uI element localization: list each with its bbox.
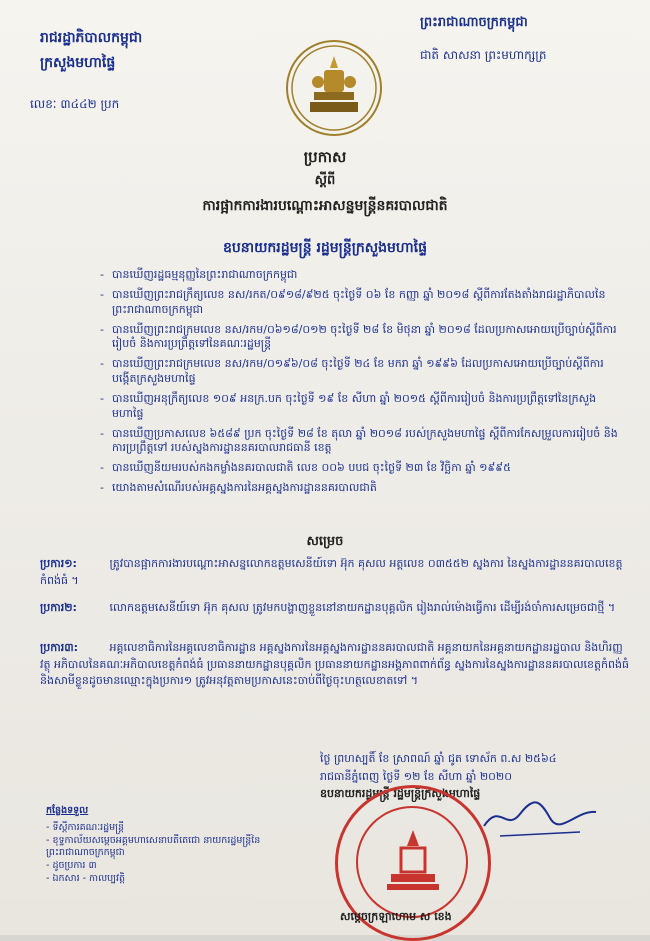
article-text: អគ្គលេខាធិការនៃអគ្គលេខាធិការដ្ឋាន អគ្គស្នងការនៃអគ្គស្នងការដ្ឋាននគរបាលជាតិ អគ្គនាយកនៃអគ្គនាយកដ្ឋានរដ្ឋបាល និងហិរញ្ញវត្ថុ អភិបាលនៃគណៈអភិបាលខេត្តកំពង់ធំ ប្រធាននាយកដ្ឋានបុគ្គលិក ប្រធាននាយកដ្ឋានអង្គភាពពាក់ព័ន្ធ ស្នងការនៃស្នងការដ្ឋាននគរបាលខេត្តកំពង់ធំ និងសាមីខ្លួនដូចមានឈ្មោះក្នុងប្រការ១ ត្រូវអនុវត្តតាមប្រកាសនេះចាប់ពីថ្ងៃចុះហត្ថលេខាតទៅ ។ [40,641,629,687]
reference-item: - បានឃើញអនុក្រឹត្យលេខ ១០៩ អនក្រ.បក ចុះថ្ងៃទី ១៩ ខែ សីហា ឆ្នាំ ២០១៥ ស្ដីពីការរៀបចំ និងការប្រព្រឹត្តទៅនៃក្រសួងមហាផ្ទៃ [100,392,620,422]
signatory-name: សម្ដេចក្រឡាហោម ស ខេង [340,910,452,923]
reference-item: - បានឃើញនីយមរបស់កងកម្លាំងនគរបាលជាតិ លេខ ០០៦ បបជ ចុះថ្ងៃទី ២៣ ខែ វិច្ឆិកា ឆ្នាំ ១៩៩៥ [100,461,620,476]
signatory-title: ឧបនាយករដ្ឋមន្ត្រី រដ្ឋមន្ត្រីក្រសួងមហាផ្ទៃ [320,787,481,801]
reference-item: - បានឃើញព្រះរាជក្រមលេខ នស/រកម/០៦១៨/០១២ ចុះថ្ងៃទី ២៨ ខែ មិថុនា ឆ្នាំ ២០១៨ ដែលប្រកាសអោយប្រើច្បាប់ស្ដីពីការរៀបចំ និងការប្រព្រឹត្តទៅនៃគណៈរដ្ឋមន្ត្រី [100,323,620,353]
issuing-authority: ឧបនាយករដ្ឋមន្ត្រី រដ្ឋមន្ត្រីក្រសួងមហាផ្ទៃ [222,240,427,256]
reference-item: - បានឃើញប្រកាសលេខ ៦៥៨៩ ប្រក ចុះថ្ងៃទី ២៨ ខែ តុលា ឆ្នាំ ២០១៨ របស់ក្រសួងមហាផ្ទៃ ស្ដីពីការកែសម្រួលការរៀបចំ និងការប្រព្រឹត្តទៅ របស់ស្នងការដ្ឋាននគរបាលរាជធានី ខេត្ត [100,427,620,457]
kingdom-motto: ជាតិ សាសនា ព្រះមហាក្សត្រ [420,48,547,62]
reference-item: - បានឃើញព្រះរាជក្រមលេខ នស/រកម/០១៩៦/០៨ ចុះថ្ងៃទី ២៤ ខែ មករា ឆ្នាំ ១៩៩៦ ដែលប្រកាសអោយប្រើច្បាប់ស្ដីពីការបង្កើតក្រសួងមហាផ្ទៃ [100,357,620,387]
kingdom-header [420,14,620,65]
kingdom-name: ព្រះរាជាណាចក្រកម្ពុជា [420,15,528,30]
signature-icon [480,792,600,846]
cc-item: - ខុទ្ទកាល័យសម្ដេចអគ្គមហាសេនាបតីតេជោ នាយករដ្ឋមន្ត្រីនៃព្រះរាជាណាចក្រកម្ពុជា [46,834,261,859]
article-1 [40,556,630,589]
about-label: ស្ដីពី [314,173,336,188]
lunar-date: ថ្ងៃ ព្រហស្បតិ៍ ខែ ស្រាពណ៍ ឆ្នាំ ជូត ទោស័ក ព.ស ២៥៦៤ [320,752,557,765]
article-2 [40,600,630,617]
cc-heading: កន្លែងទទួល [46,805,89,816]
solar-date: រាជធានីភ្នំពេញ ថ្ងៃទី ១២ ខែ សីហា ឆ្នាំ ២០២០ [320,769,513,783]
article-label: ប្រការ២: [40,601,77,614]
cc-item: - ឯកសារ - កាលប្បវត្តិ [46,873,126,885]
ministry-header [40,28,210,78]
ministry-name: ក្រសួងមហាផ្ទៃ [40,55,116,71]
article-label: ប្រការ១: [40,557,77,570]
article-label: ប្រការ៣: [40,641,79,654]
cc-item: - ទីស្ដីការគណៈរដ្ឋមន្ត្រី [46,821,125,833]
document-number: លេខៈ ៣៤៤២ ប្រក [30,97,120,111]
royal-seal-icon [286,40,382,136]
article-text: ត្រូវបានផ្អាកការងារបណ្ដោះអាសន្នលោកឧត្ដមសេនីយ៍ទោ អ៊ុក គុសល អត្តលេខ ០៣៥៥២ ស្នងការ នៃស្នងការដ្ឋាននគរបាលខេត្តកំពង់ធំ ។ [40,557,623,587]
cc-item: - ដូចប្រការ ៣ [46,860,97,872]
document-type: ប្រកាស [303,148,347,166]
document-subject: ការផ្អាកការងារបណ្ដោះអាសន្នមន្ត្រីនគរបាលជាតិ [202,198,448,214]
cc-block [46,805,266,886]
reference-item: - បានឃើញរដ្ឋធម្មនុញ្ញនៃព្រះរាជាណាចក្រកម្ពុជា [100,268,620,283]
reference-item: - បានឃើញព្រះរាជក្រឹត្យលេខ នស/រកត/០៩១៨/៩២៥ ចុះថ្ងៃទី ០៦ ខែ កញ្ញា ឆ្នាំ ២០១៨ ស្ដីពីការតែងតាំងរាជរដ្ឋាភិបាលនៃព្រះរាជាណាចក្រកម្ពុជា [100,288,620,318]
government-name: រាជរដ្ឋាភិបាលកម្ពុជា [40,30,143,46]
references-list [100,268,620,501]
article-3 [40,640,630,690]
reference-item: - យោងតាមសំណើរបស់អគ្គស្នងការនៃអគ្គស្នងការដ្ឋាននគរបាលជាតិ [100,481,620,496]
article-text: លោកឧត្ដមសេនីយ៍ទោ អ៊ុក គុសល ត្រូវមកបង្ហាញខ្លួននៅនាយកដ្ឋានបុគ្គលិក រៀងរាល់ម៉ោងធ្វើការ ដើម្បីរង់ចាំការសម្រេចជាថ្មី ។ [109,601,616,614]
decision-heading: សម្រេច [306,534,344,549]
